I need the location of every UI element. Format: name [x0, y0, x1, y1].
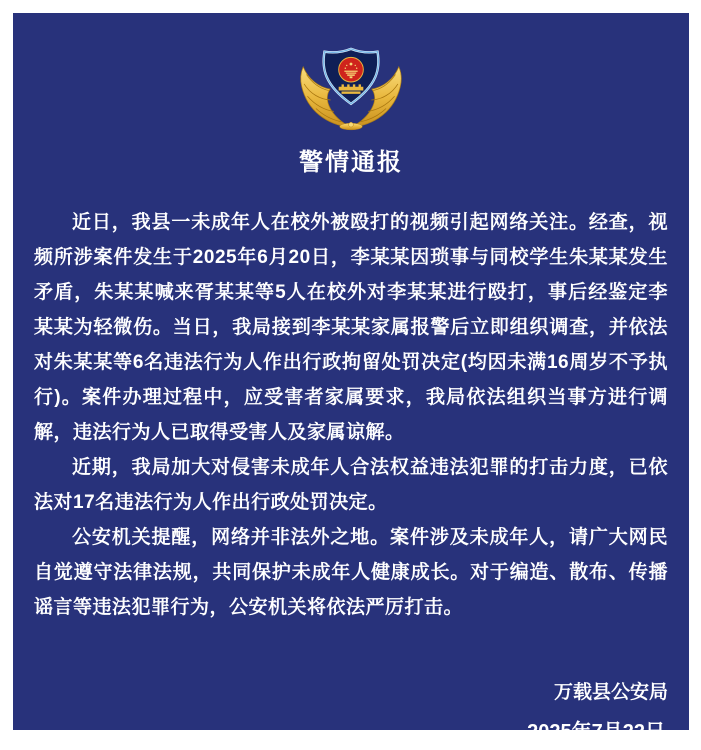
notice-signature	[34, 675, 668, 750]
notice-paragraph-3: 公安机关提醒，网络并非法外之地。案件涉及未成年人，请广大网民自觉遵守法律法规，共同保护未成年人健康成长。对于编造、散布、传播谣言等违法犯罪行为，公安机关将依法严厉打击。	[34, 527, 668, 618]
badge-national-emblem	[339, 57, 364, 82]
notice-panel	[13, 13, 689, 743]
notice-paragraph-1: 近日，我县一未成年人在校外被殴打的视频引起网络关注。经查，视频所涉案件发生于2025年6月20日，李某某因琐事与同校学生朱某某发生矛盾，朱某某喊来胥某某等5人在校外对李某某进行殴打，事后经鉴定李某某为轻微伤。当日，我局接到李某某家属报警后立即组织调查，并依法对朱某某等6名违法行为人作出行政拘留处罚决定(均因未满16周岁不予执行)。案件办理过程中，应受害者家属要求，我局依法组织当事方进行调解，违法行为人已取得受害人及家属谅解。	[34, 212, 668, 443]
emblem-container	[34, 46, 668, 136]
notice-paragraph-2: 近期，我局加大对侵害未成年人合法权益违法犯罪的打击力度，已依法对17名违法行为人作出行政处罚决定。	[34, 457, 668, 513]
signature-date: 2025年7月22日	[527, 721, 665, 743]
notice-title: 警情通报	[299, 149, 403, 176]
signature-issuer: 万载县公安局	[553, 682, 668, 703]
police-badge-icon	[292, 46, 410, 136]
notice-body	[34, 205, 668, 625]
